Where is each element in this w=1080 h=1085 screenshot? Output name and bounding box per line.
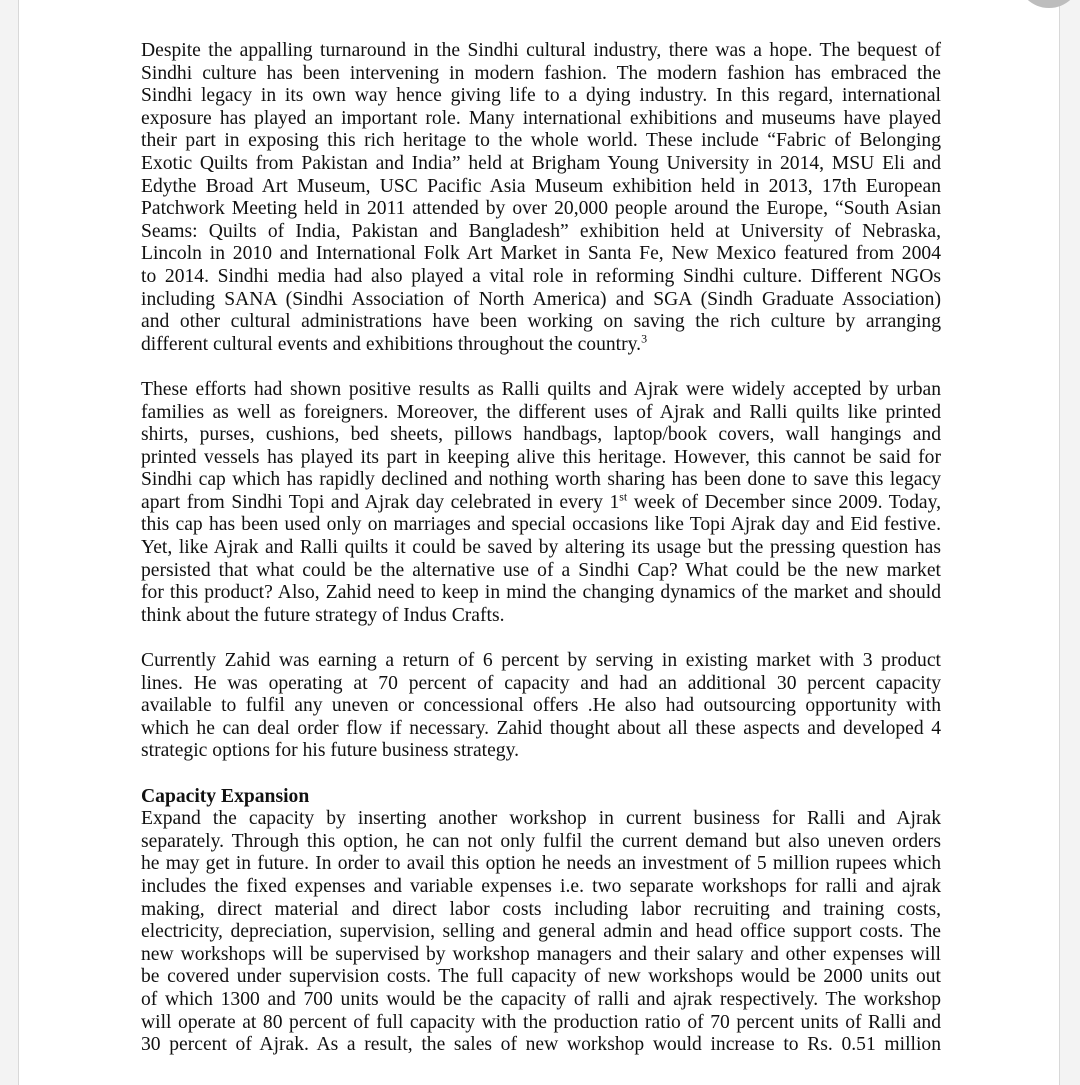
text-line: Despite the appalling turnaround in the Sindhi cultural industry, there was a hope. The bequest of bbox=[141, 40, 941, 61]
text-line: Edythe Broad Art Museum, USC Pacific Asia Museum exhibition held in 2013, 17th European bbox=[141, 175, 941, 197]
text-span: apart from Sindhi Topi and Ajrak day celebrated in every 1 bbox=[141, 491, 620, 513]
footnote-ref[interactable]: 3 bbox=[641, 331, 648, 346]
text-line: shirts, purses, cushions, bed sheets, pillows handbags, laptop/book covers, wall hangings and bbox=[141, 424, 941, 446]
text-line: available to fulfil any uneven or concessional offers .He also had outsourcing opportunity with bbox=[141, 695, 941, 717]
section-heading: Capacity Expansion bbox=[141, 785, 310, 807]
text-line: These efforts had shown positive results as Ralli quilts and Ajrak were widely accepted by urban bbox=[141, 378, 941, 400]
text-line: strategic options for his future business strategy. bbox=[141, 740, 520, 762]
text-line: including SANA (Sindhi Association of North America) and SGA (Sindh Graduate Association) bbox=[141, 288, 941, 310]
text-line: Patchwork Meeting held in 2011 attended by over 20,000 people around the Europe, “South Asian bbox=[141, 198, 941, 220]
text-line: lines. He was operating at 70 percent of capacity and had an additional 30 percent capacity bbox=[141, 672, 941, 694]
text-line: he may get in future. In order to avail this option he needs an investment of 5 million rupees which bbox=[141, 853, 941, 875]
text-line: their part in exposing this rich heritage to the whole world. These include “Fabric of Belonging bbox=[141, 130, 941, 152]
text-span: different cultural events and exhibitions throughout the country. bbox=[141, 333, 642, 355]
paragraph-3 bbox=[141, 650, 941, 763]
text-line: will operate at 80 percent of full capacity with the production ratio of 70 percent units of Ralli and bbox=[141, 1011, 941, 1033]
text-line: printed vessels has played its part in keeping alive this heritage. However, this cannot be said for bbox=[141, 446, 941, 468]
text-line: making, direct material and direct labor costs including labor recruiting and training costs, bbox=[141, 898, 941, 920]
text-line: Lincoln in 2010 and International Folk Art Market in Santa Fe, New Mexico featured from 2004 bbox=[141, 243, 941, 265]
text-line: Seams: Quilts of India, Pakistan and Bangladesh” exhibition held at University of Nebraska, bbox=[141, 220, 941, 242]
section-capacity-expansion bbox=[141, 786, 941, 1057]
text-line: electricity, depreciation, supervision, selling and general admin and head office support costs. The bbox=[141, 921, 941, 943]
document-body bbox=[141, 40, 941, 1057]
text-line: this cap has been used only on marriages and special occasions like Topi Ajrak day and Eid festive. bbox=[141, 514, 941, 536]
text-line: think about the future strategy of Indus Crafts. bbox=[141, 604, 505, 626]
text-line: which he can deal order flow if necessary. Zahid thought about all these aspects and developed 4 bbox=[141, 717, 941, 739]
text-line: persisted that what could be the alternative use of a Sindhi Cap? What could be the new market bbox=[141, 559, 941, 581]
text-line: Expand the capacity by inserting another workshop in current business for Ralli and Ajrak bbox=[141, 808, 941, 830]
text-line: Sindhi legacy in its own way hence giving life to a dying industry. In this regard, international bbox=[141, 85, 941, 107]
text-line: new workshops will be supervised by workshop managers and their salary and other expenses will bbox=[141, 943, 941, 965]
scroll-button[interactable] bbox=[1017, 0, 1080, 8]
text-line: to 2014. Sindhi media had also played a vital role in reforming Sindhi culture. Different NGOs bbox=[141, 265, 941, 287]
text-line: families as well as foreigners. Moreover, the different uses of Ajrak and Ralli quilts like printed bbox=[141, 401, 941, 423]
text-line: Yet, like Ajrak and Ralli quilts it could be saved by altering its usage but the pressing question has bbox=[141, 537, 941, 559]
text-line: be covered under supervision costs. The full capacity of new workshops would be 2000 units out bbox=[141, 966, 941, 988]
text-line: Sindhi culture has been intervening in modern fashion. The modern fashion has embraced the bbox=[141, 62, 941, 84]
text-line: 30 percent of Ajrak. As a result, the sales of new workshop would increase to Rs. 0.51 million bbox=[141, 1034, 941, 1056]
paragraph-gap bbox=[141, 627, 941, 650]
text-line: exposure has played an important role. Many international exhibitions and museums have played bbox=[141, 107, 941, 129]
text-line: Sindhi cap which has rapidly declined and nothing worth sharing has been done to save this legacy bbox=[141, 469, 941, 491]
text-span: week of December since 2009. Today, bbox=[627, 491, 941, 513]
document-page bbox=[18, 0, 1060, 1085]
text-line: for this product? Also, Zahid need to keep in mind the changing dynamics of the market and should bbox=[141, 582, 941, 604]
paragraph-gap bbox=[141, 763, 941, 786]
paragraph-1 bbox=[141, 40, 941, 356]
text-line: Currently Zahid was earning a return of 6 percent by serving in existing market with 3 product bbox=[141, 650, 941, 672]
paragraph-2 bbox=[141, 379, 941, 628]
text-line bbox=[141, 331, 941, 357]
text-line: Exotic Quilts from Pakistan and India” held at Brigham Young University in 2014, MSU Eli and bbox=[141, 152, 941, 174]
paragraph-gap bbox=[141, 356, 941, 379]
text-line bbox=[141, 489, 941, 515]
text-line: separately. Through this option, he can not only fulfil the current demand but also uneven orders bbox=[141, 830, 941, 852]
text-line: and other cultural administrations have been working on saving the rich culture by arranging bbox=[141, 311, 941, 333]
text-line: includes the fixed expenses and variable expenses i.e. two separate workshops for ralli and ajrak bbox=[141, 875, 941, 897]
text-line: of which 1300 and 700 units would be the capacity of ralli and ajrak respectively. The workshop bbox=[141, 988, 941, 1010]
ordinal-suffix: st bbox=[619, 489, 628, 504]
